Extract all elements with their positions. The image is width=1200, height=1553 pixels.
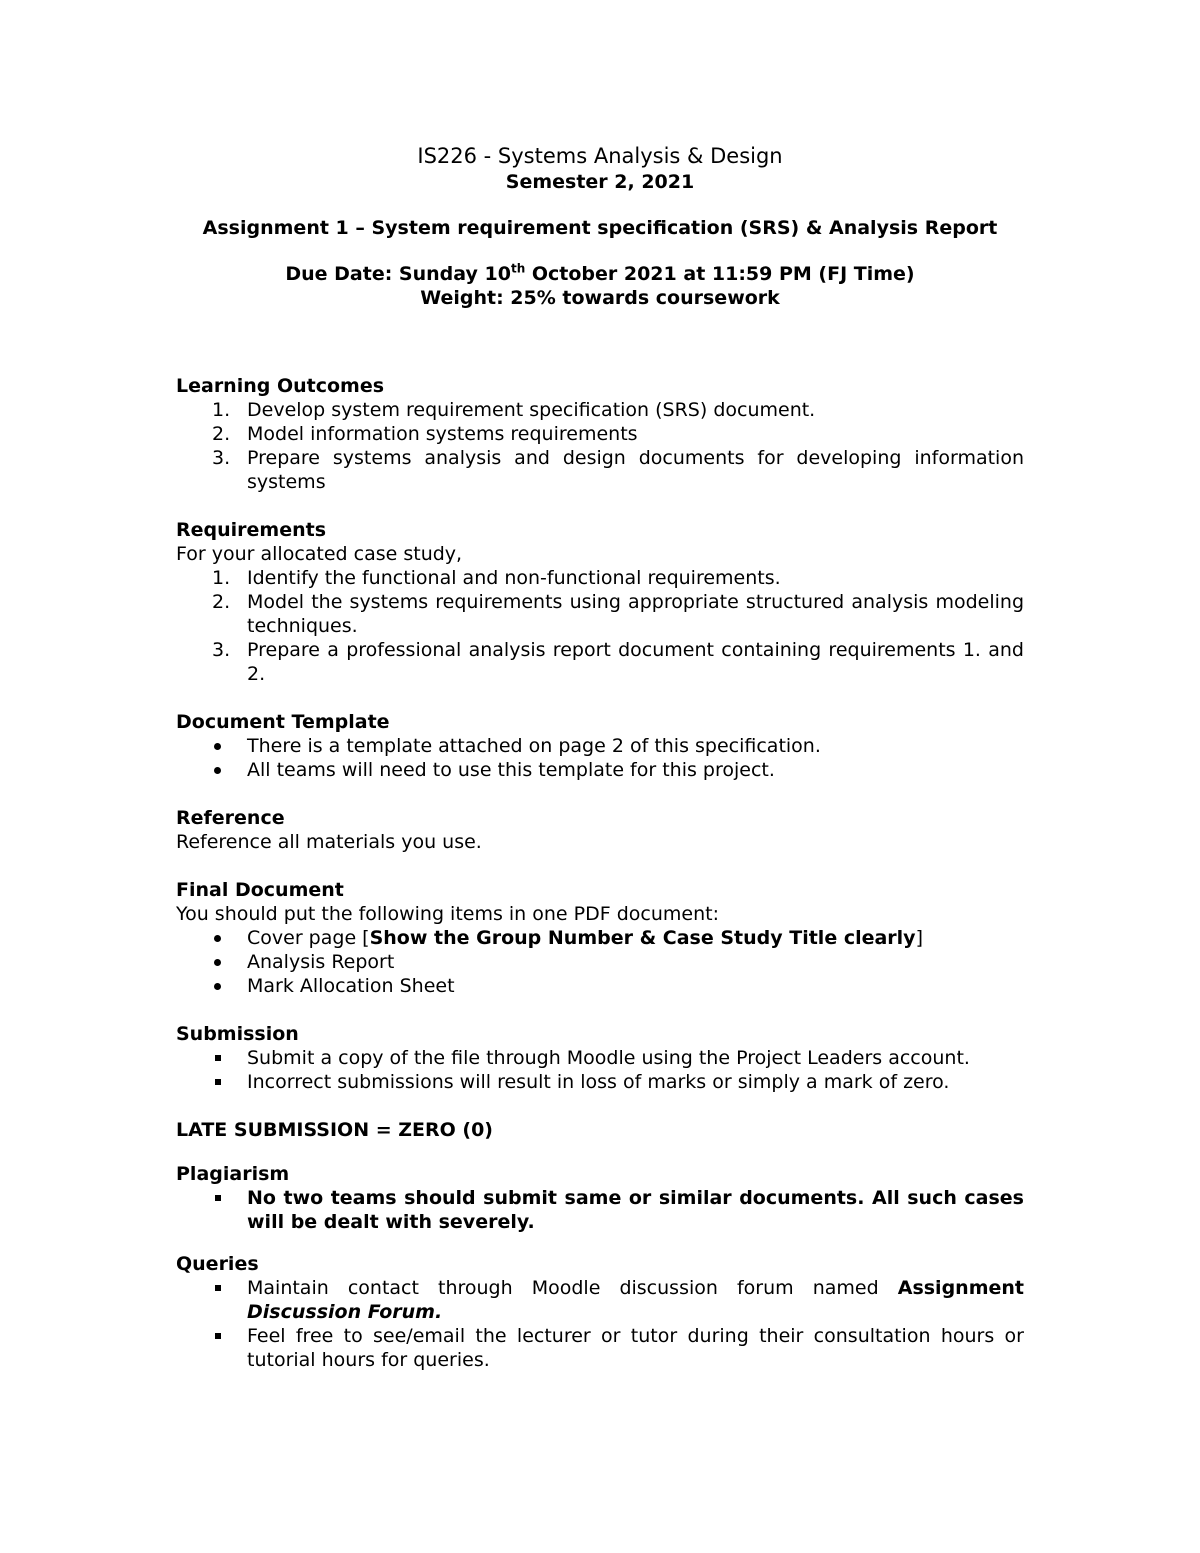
reference-heading: Reference bbox=[176, 807, 285, 829]
due-date-prefix: Due Date: Sunday 10 bbox=[285, 263, 511, 285]
list-item: 1. Develop system requirement specification (SRS) document. bbox=[212, 399, 816, 421]
document-template-list bbox=[176, 734, 1024, 782]
bullet-square-icon bbox=[215, 1079, 221, 1085]
learning-outcomes-section bbox=[176, 374, 1024, 494]
final-document-section bbox=[176, 878, 1024, 998]
bullet-dot-icon bbox=[214, 935, 221, 942]
final-document-list bbox=[176, 926, 1024, 998]
list-item: Mark Allocation Sheet bbox=[176, 974, 1024, 998]
submission-section bbox=[176, 1022, 1024, 1094]
due-date-sup: th bbox=[510, 261, 526, 276]
bullet-square-icon bbox=[215, 1195, 221, 1201]
bullet-dot-icon bbox=[214, 743, 221, 750]
requirements-list bbox=[176, 566, 1024, 686]
learning-outcomes-heading: Learning Outcomes bbox=[176, 375, 385, 397]
list-item: 3. Prepare systems analysis and design documents for developing information systems bbox=[212, 447, 1024, 493]
requirements-heading: Requirements bbox=[176, 519, 327, 541]
bullet-dot-icon bbox=[214, 959, 221, 966]
final-document-intro: You should put the following items in one PDF document: bbox=[176, 903, 719, 925]
bullet-square-icon bbox=[215, 1285, 221, 1291]
queries-heading: Queries bbox=[176, 1253, 259, 1275]
list-item: Cover page [Show the Group Number & Case Study Title clearly] bbox=[176, 926, 1024, 950]
list-item: 1. Identify the functional and non-functional requirements. bbox=[212, 567, 781, 589]
submission-list bbox=[176, 1046, 1024, 1094]
list-item: Feel free to see/email the lecturer or tutor during their consultation hours or tutorial hours for queries. bbox=[176, 1324, 1024, 1372]
document-template-heading: Document Template bbox=[176, 711, 390, 733]
reference-section bbox=[176, 806, 1024, 854]
course-title: IS226 - Systems Analysis & Design bbox=[417, 144, 783, 168]
due-date bbox=[176, 262, 1024, 286]
plagiarism-section bbox=[176, 1162, 1024, 1234]
bullet-square-icon bbox=[215, 1333, 221, 1339]
requirements-section bbox=[176, 518, 1024, 686]
queries-list bbox=[176, 1276, 1024, 1372]
late-submission-notice: LATE SUBMISSION = ZERO (0) bbox=[176, 1119, 493, 1141]
list-item: Maintain contact through Moodle discussion forum named Assignment Discussion Forum. bbox=[176, 1276, 1024, 1324]
list-item: Incorrect submissions will result in loss of marks or simply a mark of zero. bbox=[176, 1070, 1024, 1094]
list-item: Analysis Report bbox=[176, 950, 1024, 974]
list-item: There is a template attached on page 2 of this specification. bbox=[176, 734, 1024, 758]
assignment-title: Assignment 1 – System requirement specification (SRS) & Analysis Report bbox=[202, 217, 998, 239]
list-item: 2. Model the systems requirements using appropriate structured analysis modeling techniques. bbox=[212, 591, 1024, 637]
requirements-intro: For your allocated case study, bbox=[176, 543, 463, 565]
bullet-square-icon bbox=[215, 1055, 221, 1061]
weight-line: Weight: 25% towards coursework bbox=[420, 287, 780, 309]
bullet-dot-icon bbox=[214, 767, 221, 774]
document-page bbox=[176, 142, 1024, 1396]
plagiarism-list bbox=[176, 1186, 1024, 1234]
learning-outcomes-list bbox=[176, 398, 1024, 494]
semester-line: Semester 2, 2021 bbox=[505, 171, 695, 193]
reference-text: Reference all materials you use. bbox=[176, 831, 482, 853]
queries-section bbox=[176, 1252, 1024, 1372]
document-template-section bbox=[176, 710, 1024, 782]
submission-heading: Submission bbox=[176, 1023, 299, 1045]
list-item: 3. Prepare a professional analysis report document containing requirements 1. and 2. bbox=[212, 639, 1024, 685]
final-document-heading: Final Document bbox=[176, 879, 344, 901]
list-item: No two teams should submit same or similar documents. All such cases will be dealt with severely. bbox=[176, 1186, 1024, 1234]
list-item: Submit a copy of the file through Moodle using the Project Leaders account. bbox=[176, 1046, 1024, 1070]
bullet-dot-icon bbox=[214, 983, 221, 990]
list-item: All teams will need to use this template for this project. bbox=[176, 758, 1024, 782]
due-date-suffix: October 2021 at 11:59 PM (FJ Time) bbox=[525, 263, 915, 285]
plagiarism-heading: Plagiarism bbox=[176, 1163, 290, 1185]
list-item: 2. Model information systems requirements bbox=[212, 423, 638, 445]
